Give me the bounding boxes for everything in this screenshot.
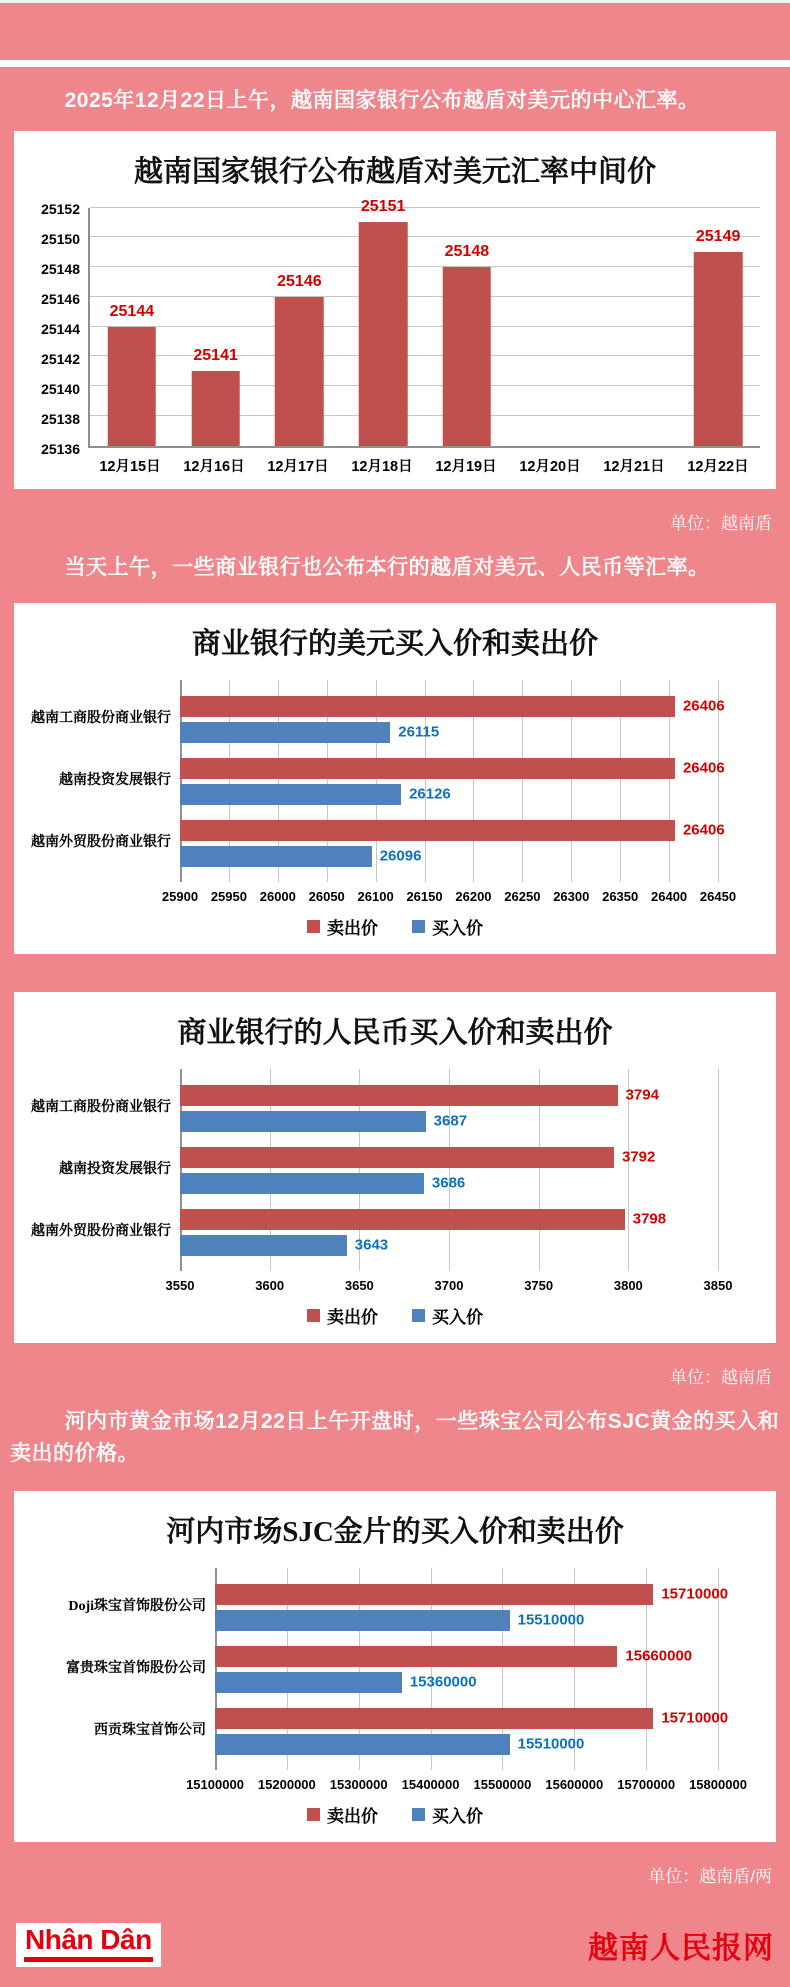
bar bbox=[180, 1085, 618, 1106]
x-axis-tick-label: 3550 bbox=[165, 1278, 195, 1293]
bar-row bbox=[180, 1173, 718, 1194]
bar bbox=[215, 1708, 653, 1729]
legend bbox=[30, 1802, 760, 1827]
x-axis-tick-label: 3800 bbox=[613, 1278, 643, 1293]
plot-area bbox=[215, 1568, 729, 1770]
bar-row bbox=[215, 1734, 718, 1755]
x-axis-tick-label: 26400 bbox=[651, 889, 688, 904]
bar bbox=[108, 327, 157, 446]
bar bbox=[180, 784, 401, 805]
category-label: 富贵珠宝首饰股份公司 bbox=[66, 1660, 206, 1676]
legend-label: 卖出价 bbox=[327, 919, 378, 938]
x-axis-tick-label: 12月18日 bbox=[351, 458, 413, 475]
y-axis-tick-label: 25148 bbox=[41, 260, 80, 277]
bar-group bbox=[180, 750, 725, 812]
x-axis-tick-label: 12月16日 bbox=[183, 458, 245, 475]
x-axis-tick-label: 26000 bbox=[259, 889, 296, 904]
bar-slot bbox=[676, 208, 760, 446]
plot-column bbox=[161, 680, 760, 910]
bar-row bbox=[215, 1610, 718, 1631]
bar-value-label: 26406 bbox=[682, 697, 725, 715]
bar bbox=[694, 252, 743, 445]
unit-note-2: 单位：越南盾 bbox=[670, 1368, 772, 1387]
legend-swatch bbox=[307, 1309, 320, 1322]
x-axis-tick-label: 12月22日 bbox=[687, 458, 749, 475]
chart-card-cny-rates bbox=[14, 992, 776, 1343]
bar-value-label: 15510000 bbox=[517, 1611, 585, 1629]
chart-card-usd-rates bbox=[14, 603, 776, 954]
bar-slot bbox=[90, 208, 174, 446]
chart-title: 越南国家银行公布越盾对美元汇率中间价 bbox=[133, 155, 656, 188]
x-axis-tick-label: 26350 bbox=[602, 889, 639, 904]
bar-row bbox=[180, 820, 725, 841]
intro-paragraph-2: 当天上午，一些商业银行也公布本行的越盾对美元、人民币等汇率。 bbox=[64, 555, 710, 579]
bar-value-label: 15710000 bbox=[661, 1585, 729, 1603]
category-labels bbox=[30, 680, 180, 910]
category-label: 越南工商股份商业银行 bbox=[31, 1099, 171, 1115]
legend-swatch bbox=[412, 920, 425, 933]
bar-row bbox=[180, 1111, 718, 1132]
bar-slot bbox=[174, 208, 258, 446]
legend-label: 买入价 bbox=[432, 1807, 483, 1826]
white-divider bbox=[0, 60, 790, 67]
bar-value-label: 3643 bbox=[354, 1236, 389, 1254]
x-axis-tick-label: 12月20日 bbox=[519, 458, 581, 475]
legend-label: 买入价 bbox=[432, 1308, 483, 1327]
y-axis-tick-label: 25152 bbox=[41, 200, 80, 217]
bar bbox=[215, 1610, 510, 1631]
x-axis-tick-label: 26250 bbox=[504, 889, 541, 904]
bar bbox=[180, 846, 372, 867]
bar-group bbox=[215, 1700, 729, 1762]
chart-sjc-gold bbox=[30, 1509, 760, 1827]
bar-value-label: 3687 bbox=[433, 1112, 468, 1130]
bar-row bbox=[180, 758, 725, 779]
bar bbox=[180, 696, 675, 717]
x-axis-tick-label: 26300 bbox=[553, 889, 590, 904]
bar-row bbox=[180, 784, 718, 805]
chart-title: 商业银行的美元买入价和卖出价 bbox=[191, 628, 598, 660]
x-axis-tick-label: 15100000 bbox=[186, 1777, 244, 1792]
header-band bbox=[0, 3, 790, 60]
bar-value-label: 25144 bbox=[109, 302, 155, 320]
horizontal-bar-chart bbox=[30, 680, 760, 910]
bar-row bbox=[215, 1646, 718, 1667]
bar-value-label: 3798 bbox=[632, 1210, 667, 1228]
category-label: 越南投资发展银行 bbox=[59, 1161, 171, 1177]
plot-area bbox=[180, 680, 725, 882]
x-axis-tick-label: 3600 bbox=[255, 1278, 285, 1293]
category-label: 西贡珠宝首饰公司 bbox=[94, 1722, 206, 1738]
bar bbox=[359, 222, 408, 445]
x-axis-tick-label: 3850 bbox=[703, 1278, 733, 1293]
bar-row bbox=[180, 1209, 718, 1230]
y-axis-tick-label: 25138 bbox=[41, 410, 80, 427]
x-axis-labels bbox=[165, 1273, 733, 1299]
category-label: 越南投资发展银行 bbox=[59, 772, 171, 788]
legend-label: 卖出价 bbox=[327, 1308, 378, 1327]
bar-row bbox=[180, 1147, 718, 1168]
category-label: 越南工商股份商业银行 bbox=[31, 710, 171, 726]
bar bbox=[180, 758, 675, 779]
chart-card-central-rate bbox=[14, 131, 776, 489]
x-axis-labels bbox=[88, 455, 760, 476]
legend-item bbox=[307, 914, 378, 939]
x-axis-tick-label: 15700000 bbox=[617, 1777, 676, 1792]
x-axis-tick-label: 3750 bbox=[524, 1278, 554, 1293]
bars-row bbox=[90, 198, 760, 446]
x-axis-labels bbox=[161, 884, 737, 910]
bar-value-label: 15660000 bbox=[625, 1647, 693, 1665]
bar bbox=[275, 297, 324, 446]
bar-slot bbox=[341, 198, 425, 446]
x-axis-tick-label: 25950 bbox=[210, 889, 247, 904]
legend-item bbox=[412, 1303, 483, 1328]
y-axis-tick-label: 25150 bbox=[41, 230, 80, 247]
legend-swatch bbox=[307, 920, 320, 933]
chart-cny-rates bbox=[30, 1010, 760, 1328]
unit-note-1: 单位：越南盾 bbox=[670, 513, 772, 533]
horizontal-bar-chart bbox=[30, 1568, 760, 1798]
legend-label: 买入价 bbox=[432, 919, 483, 938]
bar bbox=[215, 1672, 402, 1693]
x-axis-labels bbox=[186, 1772, 747, 1798]
bar-group bbox=[180, 812, 725, 874]
chart-title: 商业银行的人民币买入价和卖出价 bbox=[177, 1017, 613, 1049]
bar-group bbox=[180, 1139, 718, 1201]
bar-row bbox=[180, 846, 718, 867]
bar-value-label: 25148 bbox=[444, 243, 490, 260]
legend-item bbox=[412, 1802, 483, 1827]
bar-value-label: 25149 bbox=[695, 228, 741, 246]
bar-value-label: 15710000 bbox=[661, 1709, 729, 1727]
legend bbox=[30, 1303, 760, 1328]
bar-value-label: 3686 bbox=[431, 1174, 466, 1192]
y-axis-tick-label: 25140 bbox=[41, 380, 80, 397]
vertical-bar-chart bbox=[30, 198, 760, 476]
bar bbox=[215, 1646, 617, 1667]
x-axis-tick-label: 15400000 bbox=[401, 1777, 460, 1792]
legend-item bbox=[307, 1802, 378, 1827]
x-axis-tick-label: 12月15日 bbox=[99, 458, 161, 475]
legend-item bbox=[307, 1303, 378, 1328]
category-labels bbox=[30, 1568, 215, 1798]
bar-row bbox=[215, 1708, 729, 1729]
x-axis-tick-label: 26200 bbox=[455, 889, 492, 904]
bar-group bbox=[180, 688, 725, 750]
bar-value-label: 3792 bbox=[621, 1148, 656, 1166]
legend-swatch bbox=[412, 1309, 425, 1322]
intro-paragraph-1: 2025年12月22日上午，越南国家银行公布越盾对美元的中心汇率。 bbox=[64, 89, 700, 112]
bar-group bbox=[215, 1576, 729, 1638]
legend-label: 卖出价 bbox=[327, 1807, 378, 1826]
plot-column bbox=[165, 1069, 760, 1299]
legend-swatch bbox=[307, 1808, 320, 1821]
site-name: 越南人民报网 bbox=[588, 1932, 774, 1965]
bar-row bbox=[180, 722, 718, 743]
legend-item bbox=[412, 914, 483, 939]
footer bbox=[16, 1923, 774, 1967]
bar bbox=[180, 1111, 426, 1132]
x-axis-tick-label: 15200000 bbox=[257, 1777, 316, 1792]
bar-value-label: 26406 bbox=[682, 821, 725, 839]
bar-value-label: 26406 bbox=[682, 759, 725, 777]
bar-value-label: 3794 bbox=[625, 1086, 659, 1104]
x-axis-tick-label: 25900 bbox=[161, 889, 199, 904]
bar bbox=[215, 1734, 510, 1755]
bar-value-label: 15360000 bbox=[409, 1673, 477, 1691]
nhandan-logo-text: Nhân Dân bbox=[24, 1925, 153, 1961]
x-axis-tick-label: 26100 bbox=[357, 889, 394, 904]
bar bbox=[180, 1235, 347, 1256]
bar bbox=[180, 820, 675, 841]
horizontal-bar-chart bbox=[30, 1069, 760, 1299]
bar-row bbox=[215, 1672, 718, 1693]
bar-slot bbox=[258, 208, 342, 446]
chart-card-sjc-gold bbox=[14, 1491, 776, 1842]
x-axis-tick-label: 3700 bbox=[434, 1278, 464, 1293]
bar-slot bbox=[425, 208, 509, 446]
x-axis-tick-label: 15800000 bbox=[689, 1777, 747, 1792]
nhandan-logo[interactable] bbox=[16, 1923, 161, 1966]
bar bbox=[180, 1173, 424, 1194]
x-axis-tick-label: 26150 bbox=[406, 889, 443, 904]
bar-group bbox=[180, 1201, 718, 1263]
bar bbox=[180, 722, 390, 743]
bar-group bbox=[180, 1077, 718, 1139]
y-axis-tick-label: 25144 bbox=[41, 320, 80, 337]
unit-note-3: 单位：越南盾/两 bbox=[648, 1867, 772, 1886]
bar-group bbox=[215, 1638, 718, 1700]
category-label: Doji珠宝首饰股份公司 bbox=[68, 1598, 206, 1614]
chart-title: 河内市场SJC金片的买入价和卖出价 bbox=[166, 1516, 624, 1548]
x-axis-tick-label: 15500000 bbox=[473, 1777, 532, 1792]
plot-column bbox=[186, 1568, 760, 1798]
x-axis-tick-label: 12月19日 bbox=[435, 458, 497, 475]
bar-value-label: 26096 bbox=[379, 847, 422, 865]
category-label: 越南外贸股份商业银行 bbox=[31, 1223, 171, 1239]
x-axis-tick-label: 3650 bbox=[344, 1278, 374, 1293]
bar-value-label: 15510000 bbox=[517, 1735, 585, 1753]
bar-slot bbox=[593, 208, 677, 446]
gridline bbox=[718, 1069, 719, 1271]
category-labels bbox=[30, 1069, 180, 1299]
category-label: 越南外贸股份商业银行 bbox=[31, 834, 171, 850]
x-axis-tick-label: 15300000 bbox=[329, 1777, 388, 1792]
bar bbox=[191, 371, 240, 445]
bar bbox=[180, 1209, 625, 1230]
y-axis-tick-label: 25146 bbox=[41, 290, 80, 307]
plot-area bbox=[180, 1069, 718, 1271]
plot-area bbox=[88, 198, 760, 448]
bar-row bbox=[215, 1584, 729, 1605]
bar-row bbox=[180, 1235, 718, 1256]
bar-row bbox=[180, 1085, 718, 1106]
y-axis-tick-label: 25136 bbox=[41, 440, 80, 457]
bar-value-label: 25151 bbox=[360, 198, 406, 216]
bar bbox=[443, 267, 492, 446]
bar-slot bbox=[509, 208, 593, 446]
x-axis-tick-label: 12月21日 bbox=[603, 458, 665, 475]
chart-central-rate bbox=[30, 149, 760, 476]
legend bbox=[30, 914, 760, 939]
bar-value-label: 26115 bbox=[398, 723, 440, 741]
y-axis bbox=[30, 200, 88, 457]
x-axis-tick-label: 15600000 bbox=[545, 1777, 604, 1792]
bar-value-label: 25141 bbox=[193, 347, 238, 365]
x-axis-tick-label: 26050 bbox=[308, 889, 345, 904]
bar bbox=[180, 1147, 614, 1168]
bar-value-label: 25146 bbox=[277, 272, 322, 290]
x-axis-tick-label: 12月17日 bbox=[267, 458, 329, 475]
y-axis-tick-label: 25142 bbox=[41, 350, 80, 367]
chart-usd-rates bbox=[30, 621, 760, 939]
x-axis-tick-label: 26450 bbox=[699, 889, 737, 904]
bar bbox=[215, 1584, 653, 1605]
bar-row bbox=[180, 696, 725, 717]
intro-paragraph-3: 河内市黄金市场12月22日上午开盘时，一些珠宝公司公布SJC黄金的买入和卖出的价格。 bbox=[10, 1410, 780, 1465]
legend-swatch bbox=[412, 1808, 425, 1821]
bar-value-label: 26126 bbox=[409, 785, 451, 803]
